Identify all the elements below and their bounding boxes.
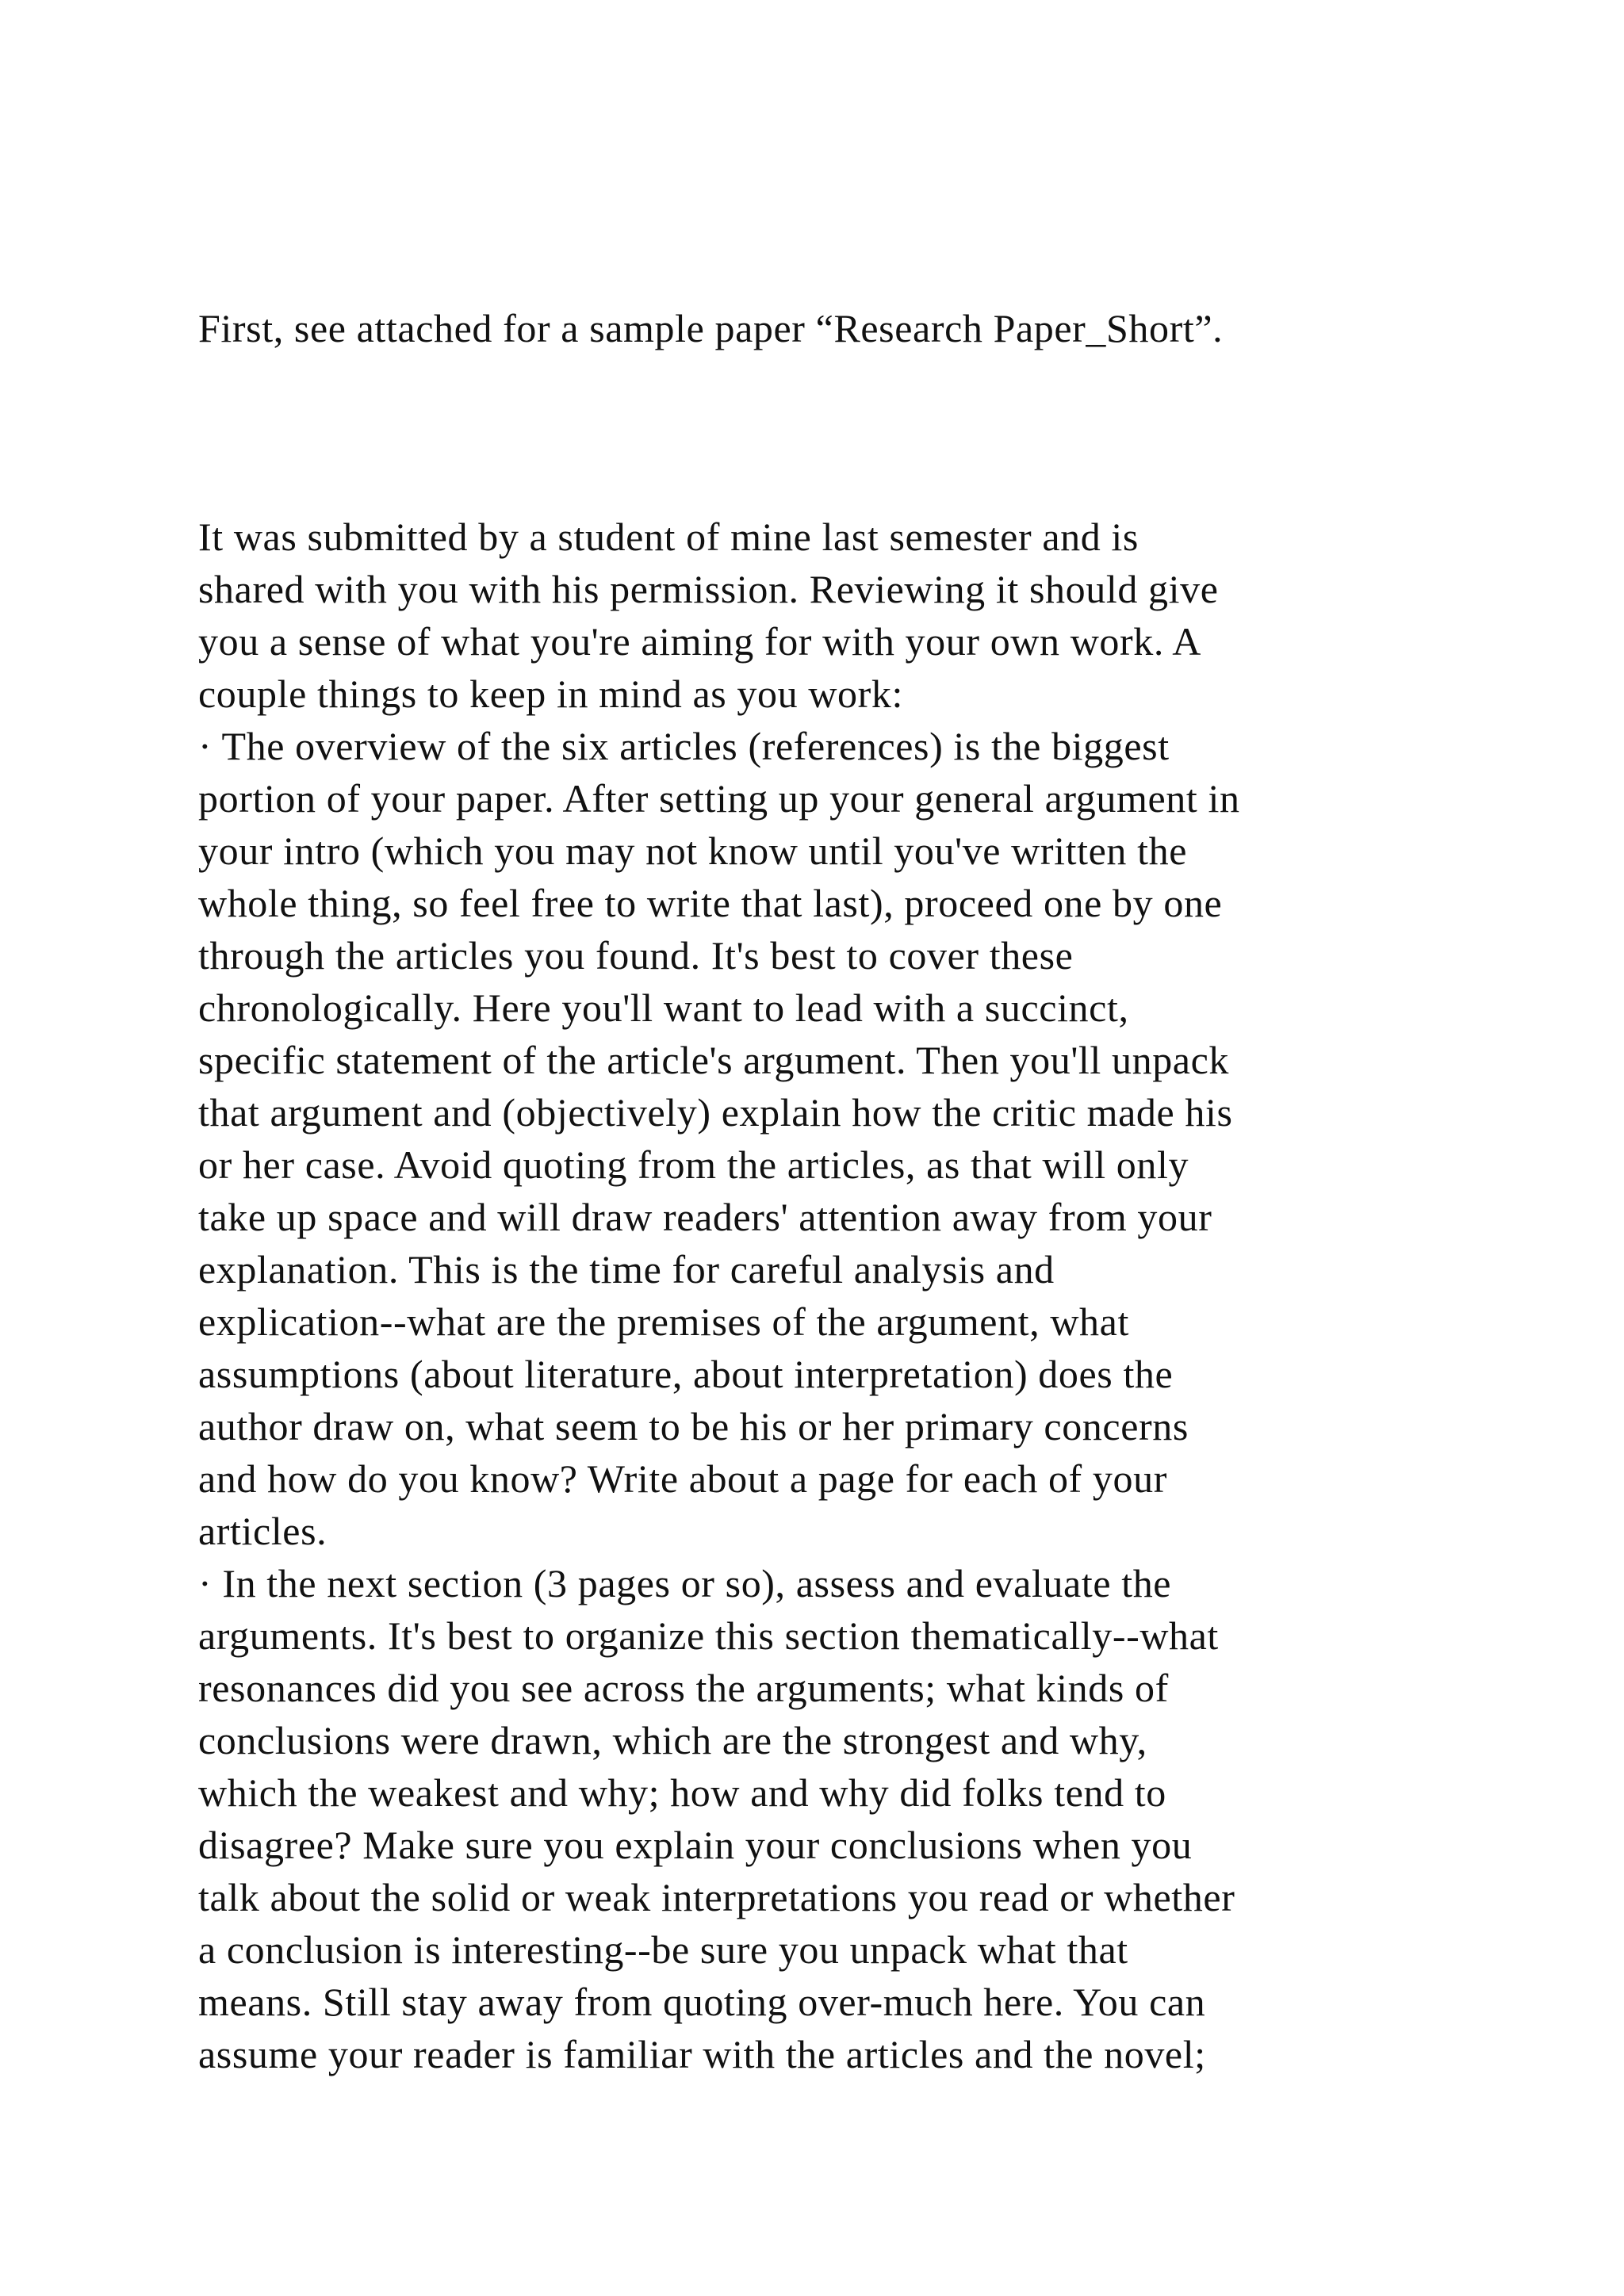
text-line: assumptions (about literature, about interpretation) does the [198,1352,1174,1396]
text-line: or her case. Avoid quoting from the articles, as that will only [198,1142,1189,1187]
text-line: whole thing, so feel free to write that last), proceed one by one [198,881,1223,925]
text-line: you a sense of what you're aiming for with your own work. A [198,619,1202,664]
text-line: means. Still stay away from quoting over-much here. You can [198,1980,1206,2024]
text-line: specific statement of the article's argument. Then you'll unpack [198,1038,1229,1082]
text-line: through the articles you found. It's best to cover these [198,933,1074,978]
text-line: and how do you know? Write about a page for each of your [198,1456,1167,1501]
text-line: your intro (which you may not know until you've written the [198,828,1187,873]
text-line: author draw on, what seem to be his or her primary concerns [198,1404,1189,1448]
text-line: which the weakest and why; how and why did folks tend to [198,1770,1166,1815]
text-line: explication--what are the premises of the argument, what [198,1299,1129,1344]
text-line: assume your reader is familiar with the articles and the novel; [198,2032,1206,2076]
text-line: portion of your paper. After setting up your general argument in [198,776,1240,821]
text-line: resonances did you see across the arguments; what kinds of [198,1666,1169,1710]
text-line: explanation. This is the time for careful analysis and [198,1247,1055,1292]
text-line: chronologically. Here you'll want to lead with a succinct, [198,985,1129,1030]
text-line: talk about the solid or weak interpretations you read or whether [198,1875,1235,1919]
text-line: a conclusion is interesting--be sure you unpack what that [198,1927,1128,1972]
text-line: take up space and will draw readers' attention away from your [198,1195,1212,1239]
text-line: articles. [198,1509,327,1553]
intro-line: First, see attached for a sample paper “Research Paper_Short”. [198,306,1224,350]
bullet-line: · The overview of the six articles (references) is the biggest [198,724,1170,768]
text-line: conclusions were drawn, which are the strongest and why, [198,1718,1147,1762]
text-line: disagree? Make sure you explain your conclusions when you [198,1823,1193,1867]
text-line: It was submitted by a student of mine last semester and is [198,515,1139,559]
text-line: shared with you with his permission. Reviewing it should give [198,567,1219,611]
text-line: that argument and (objectively) explain how the critic made his [198,1090,1233,1135]
text-line: couple things to keep in mind as you work: [198,672,903,716]
bullet-line: · In the next section (3 pages or so), assess and evaluate the [198,1561,1172,1605]
text-line: arguments. It's best to organize this section thematically--what [198,1613,1219,1658]
